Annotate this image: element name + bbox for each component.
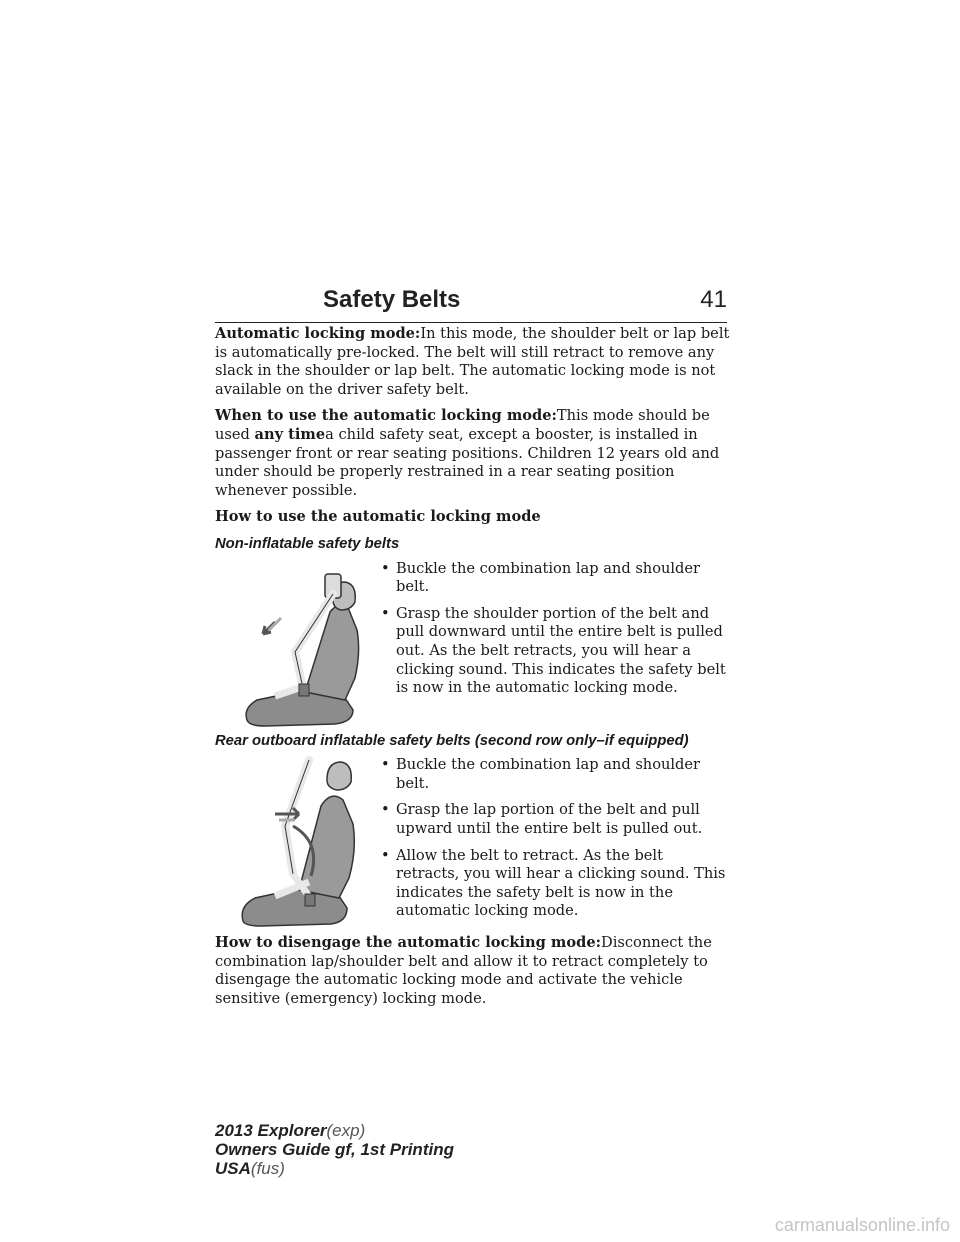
footer-line-2 <box>215 1140 454 1159</box>
list-item: • Buckle the combination lap and shoulder belt. <box>375 560 730 597</box>
list-item: • Grasp the shoulder portion of the belt and pull downward until the entire belt is pulled out. As the belt retracts, you will hear a clicking sound. This indicates the safety belt is now in the automatic locking mode. <box>375 605 730 698</box>
footer-line-3 <box>215 1159 454 1178</box>
seat-belt-illustration-1 <box>235 560 385 730</box>
footer-edition: Owners Guide gf, 1st Printing <box>215 1140 454 1159</box>
footer-model: 2013 Explorer <box>215 1121 327 1140</box>
page-content <box>215 325 730 1017</box>
page-number: 41 <box>700 286 727 313</box>
paragraph-how-to-disengage <box>215 934 730 1008</box>
bullet-list-non-inflatable <box>375 560 730 706</box>
term-label: When to use the automatic locking mode: <box>215 407 557 425</box>
heading-text: How to use the automatic locking mode <box>215 508 541 526</box>
seat-belt-illustration-2 <box>235 756 385 931</box>
bullet-list-rear-inflatable <box>375 756 730 929</box>
page-header <box>215 286 727 323</box>
footer-market-code: (fus) <box>250 1159 285 1178</box>
section-non-inflatable <box>215 560 730 730</box>
paragraph-text: a child safety seat, except a booster, is installed in passenger front or rear seating positions. Children 12 years old and under should be properly restrained in a rear seating position whenever possible. <box>215 425 720 499</box>
footer-line-1 <box>215 1121 454 1140</box>
term-label: How to disengage the automatic locking mode: <box>215 934 601 952</box>
term-label: Automatic locking mode: <box>215 325 421 342</box>
page-title: Safety Belts <box>323 286 461 313</box>
footer-model-code: (exp) <box>326 1121 366 1140</box>
paragraph-text: In this mode, the shoulder belt or lap belt is automatically pre-locked. The belt will still retract to remove any slack in the shoulder or lap belt. The automatic locking mode is not available on the driver safety belt. <box>215 325 730 398</box>
paragraph-text: This mode should be used <box>215 407 710 443</box>
paragraph-when-to-use <box>215 407 730 500</box>
section-rear-inflatable <box>215 756 730 934</box>
heading-how-to-use <box>215 508 730 527</box>
paragraph-text: Disconnect the combination lap/shoulder belt and allow it to retract completely to disengage the automatic locking mode and activate the vehicle sensitive (emergency) locking mode. <box>215 934 712 1007</box>
list-item: • Allow the belt to retract. As the belt retracts, you will hear a clicking sound. This indicates the safety belt is now in the automatic locking mode. <box>375 847 730 921</box>
watermark: carmanualsonline.info <box>774 1215 950 1235</box>
paragraph-automatic-locking-mode <box>215 325 730 399</box>
document-footer <box>215 1121 454 1178</box>
emphasis-text: any time <box>254 425 326 443</box>
list-item: • Grasp the lap portion of the belt and pull upward until the entire belt is pulled out. <box>375 801 730 838</box>
section-title-non-inflatable: Non-inflatable safety belts <box>215 535 400 552</box>
footer-market: USA <box>215 1159 251 1178</box>
list-item: • Buckle the combination lap and shoulder belt. <box>375 756 730 793</box>
section-title-rear-inflatable: Rear outboard inflatable safety belts (second row only–if equipped) <box>215 732 689 749</box>
